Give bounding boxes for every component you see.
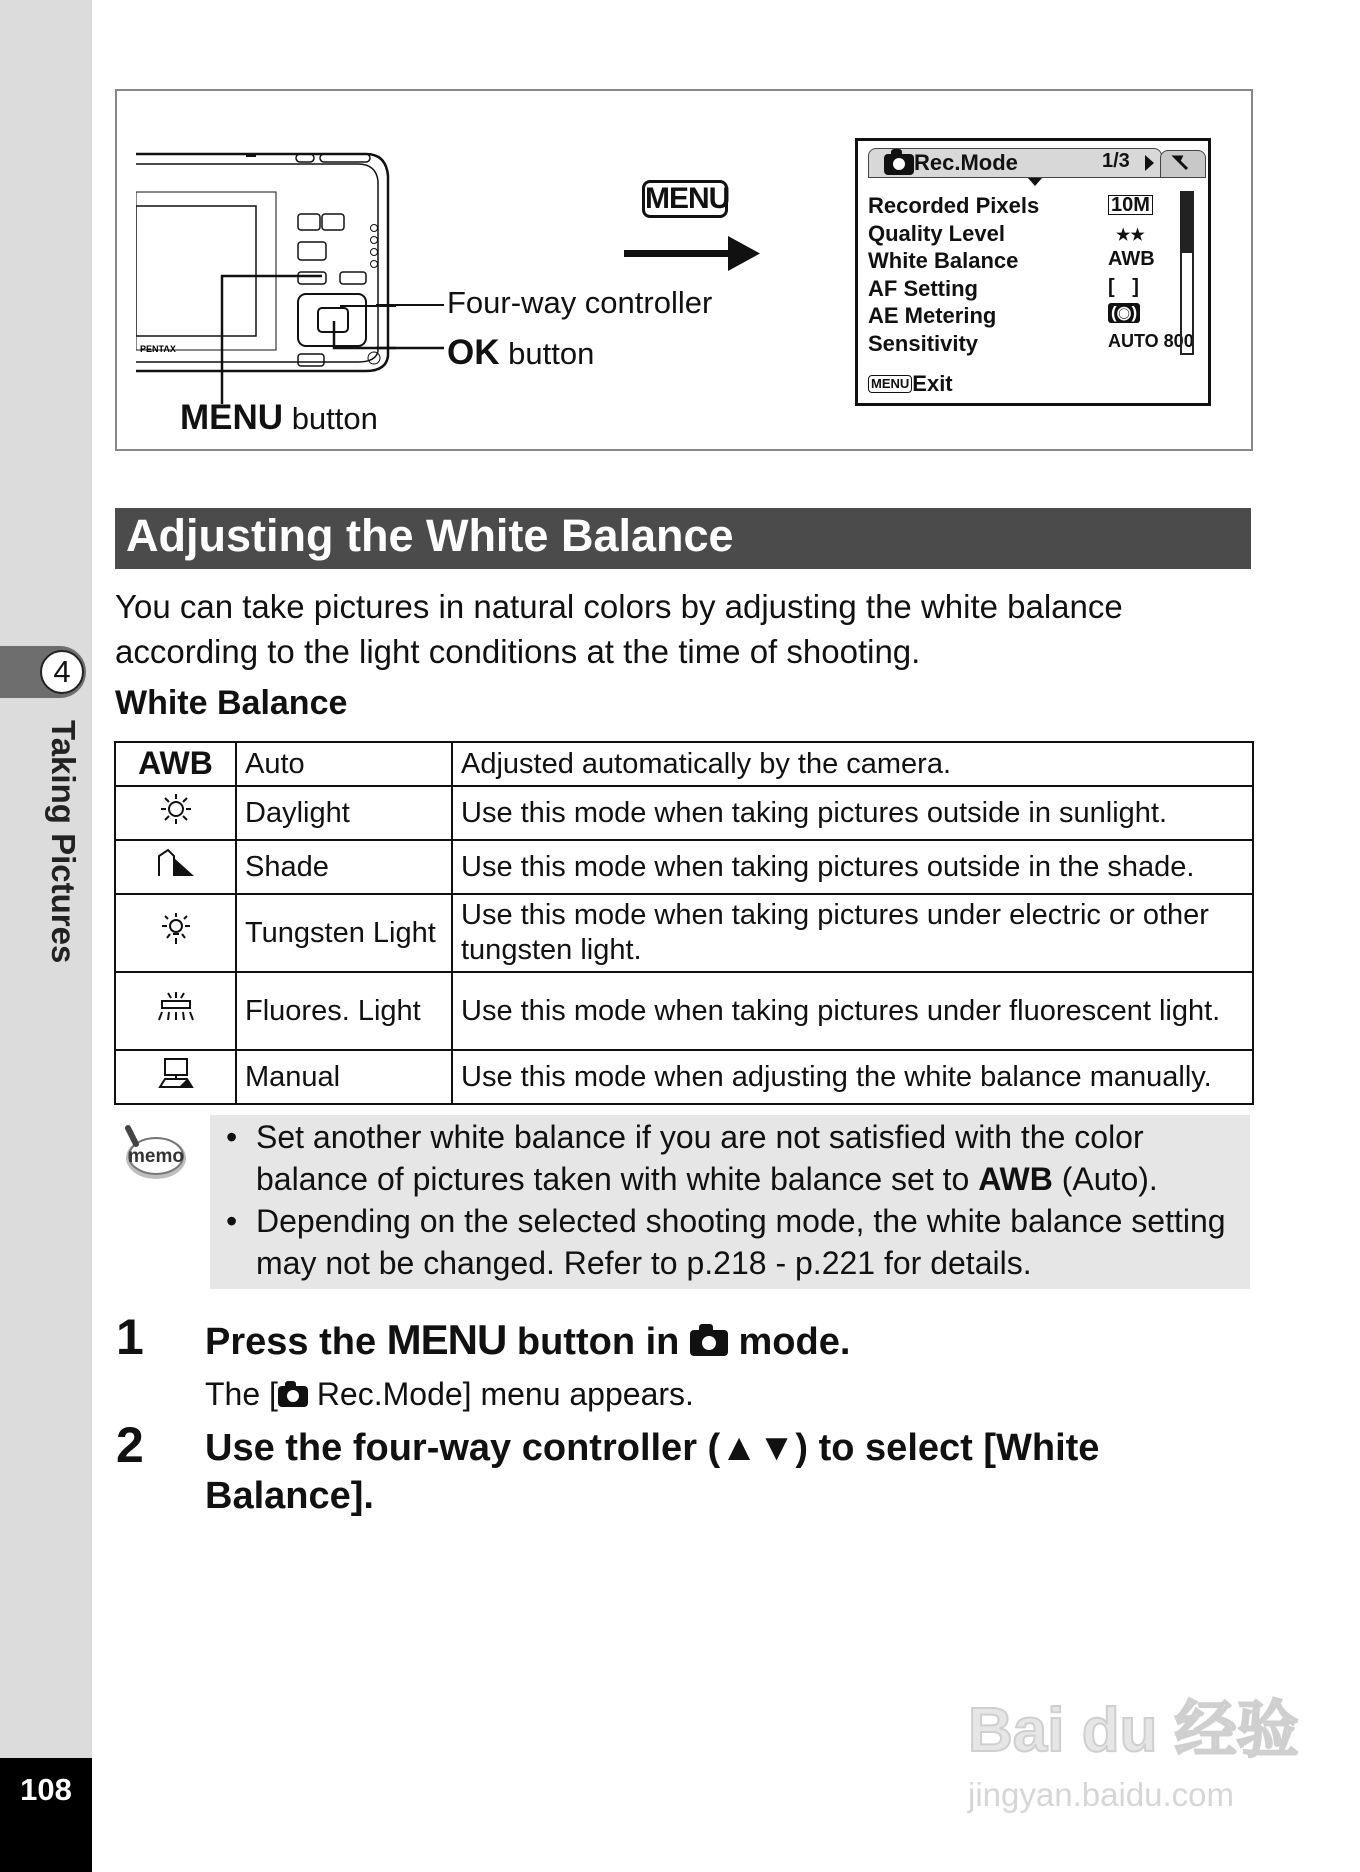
camera-back-illustration — [136, 146, 396, 426]
chapter-title: Taking Pictures — [45, 720, 82, 964]
wb-mode-name: Tungsten Light — [236, 894, 452, 972]
memo-awb-text: AWB — [978, 1161, 1053, 1197]
white-balance-subheading: White Balance — [115, 684, 348, 722]
memo-bullet: • Depending on the selected shooting mode, the white balance setting may not be changed. Refer to p.218 - p.221 for details. — [226, 1200, 1246, 1284]
table-row — [115, 840, 1253, 894]
camera-brand: PENTAX — [140, 344, 176, 354]
watermark-brand: Bai du 经验 — [968, 1696, 1299, 1765]
wb-mode-description: Use this mode when taking pictures outside in sunlight. — [452, 786, 1253, 840]
step-subtext — [205, 1376, 694, 1413]
awb-icon-text: AWB — [138, 744, 213, 781]
screen-exit-key: MENU — [868, 375, 912, 393]
step-title: Use the four-way controller (▲▼) to select [White Balance]. — [205, 1427, 1100, 1517]
screen-row-value: ★★ — [1116, 226, 1145, 244]
screen-menu-row — [868, 248, 1188, 276]
tungsten-icon — [115, 894, 236, 972]
awb-icon — [115, 742, 236, 786]
memo-icon — [120, 1122, 190, 1182]
step-subtext-b: Rec.Mode] menu appears. — [307, 1376, 694, 1412]
table-row — [115, 894, 1253, 972]
setup-tab — [1160, 150, 1206, 178]
wb-mode-name: Manual — [236, 1050, 452, 1104]
ok-button-label — [447, 333, 594, 373]
wb-mode-description: Use this mode when taking pictures under fluorescent light. — [452, 972, 1253, 1050]
wb-mode-description: Adjusted automatically by the camera. — [452, 742, 1253, 786]
shade-icon — [115, 840, 236, 894]
table-row — [115, 1050, 1253, 1104]
screen-row-label: Recorded Pixels — [868, 193, 1040, 218]
screen-row-label: Quality Level — [868, 220, 1005, 246]
step-text: button in — [506, 1321, 690, 1363]
screen-row-value: (◉) — [1108, 303, 1140, 323]
table-row — [115, 972, 1253, 1050]
screen-row-label: White Balance — [868, 248, 1019, 273]
screen-row-value: [ ] — [1108, 275, 1145, 298]
manual-icon — [115, 1050, 236, 1104]
screen-exit-label: Exit — [912, 371, 953, 396]
intro-paragraph: You can take pictures in natural colors by adjusting the white balance according to the light conditions at the time of shooting. — [115, 588, 1123, 670]
screen-menu-row — [868, 276, 1188, 304]
wb-mode-name: Daylight — [236, 786, 452, 840]
page-next-icon — [1145, 155, 1155, 171]
memo-text: Set another white balance if you are not satisfied with the color balance of pictures taken with white balance set to — [256, 1119, 1144, 1197]
screen-menu-row — [868, 221, 1188, 249]
white-balance-table — [114, 741, 1254, 1105]
screen-row-value: AWB — [1108, 248, 1155, 270]
screen-menu-list — [868, 193, 1194, 358]
selection-marker-icon — [1028, 178, 1042, 186]
wb-mode-description: Use this mode when taking pictures under electric or other tungsten light. — [452, 894, 1253, 972]
screen-row-value: 10M — [1108, 195, 1153, 215]
table-row — [115, 742, 1253, 786]
camera-icon — [690, 1330, 728, 1356]
fluorescent-icon — [115, 972, 236, 1050]
screen-row-label: AE Metering — [868, 303, 997, 328]
screen-menu-row — [868, 303, 1188, 331]
step-text: Press the — [205, 1321, 387, 1363]
camera-icon — [278, 1386, 308, 1407]
screen-tab-title: Rec.Mode — [914, 150, 1018, 175]
ok-key-text: OK — [447, 333, 500, 372]
screen-scrollbar — [1180, 191, 1194, 355]
wb-mode-name: Fluores. Light — [236, 972, 452, 1050]
ok-button-word: button — [508, 336, 595, 371]
memo-list — [226, 1116, 1246, 1284]
memo-icon-text: memo — [128, 1146, 184, 1167]
step-subtext-a: The [ — [205, 1376, 278, 1412]
arrow-right-icon — [624, 234, 764, 274]
memo-text: (Auto). — [1052, 1161, 1158, 1197]
fourway-controller-label: Four-way controller — [447, 285, 713, 320]
wrench-icon — [1161, 151, 1205, 177]
menu-button-word: button — [291, 401, 378, 436]
screen-row-value: AUTO 800 — [1108, 330, 1194, 351]
wb-mode-name: Auto — [236, 742, 452, 786]
table-row — [115, 786, 1253, 840]
menu-button-label — [180, 398, 378, 438]
wb-mode-description: Use this mode when adjusting the white balance manually. — [452, 1050, 1253, 1104]
step-number: 1 — [116, 1309, 144, 1365]
screen-menu-row — [868, 193, 1188, 221]
wb-mode-description: Use this mode when taking pictures outside in the shade. — [452, 840, 1253, 894]
screen-menu-row — [868, 330, 1194, 359]
menu-key-text: MENU — [180, 398, 284, 437]
screen-exit — [868, 371, 953, 397]
watermark-url: jingyan.baidu.com — [968, 1776, 1234, 1813]
step-title — [205, 1316, 1205, 1366]
wb-mode-name: Shade — [236, 840, 452, 894]
menu-key-text: MENU — [386, 1316, 507, 1363]
screen-row-label: AF Setting — [868, 275, 978, 301]
camera-icon — [884, 154, 914, 175]
rec-mode-screen — [855, 138, 1211, 406]
memo-bullet — [226, 1116, 1246, 1200]
menu-key-badge: MENU — [642, 180, 728, 218]
screen-scrollbar-thumb — [1182, 193, 1192, 253]
section-title: Adjusting the White Balance — [126, 510, 734, 561]
screen-row-label: Sensitivity — [868, 330, 979, 356]
step-text: mode. — [727, 1321, 851, 1363]
daylight-icon — [115, 786, 236, 840]
page-number: 108 — [20, 1772, 72, 1807]
step-number: 2 — [116, 1417, 144, 1473]
screen-page-indicator: 1/3 — [1102, 150, 1130, 172]
chapter-number: 4 — [40, 650, 84, 694]
